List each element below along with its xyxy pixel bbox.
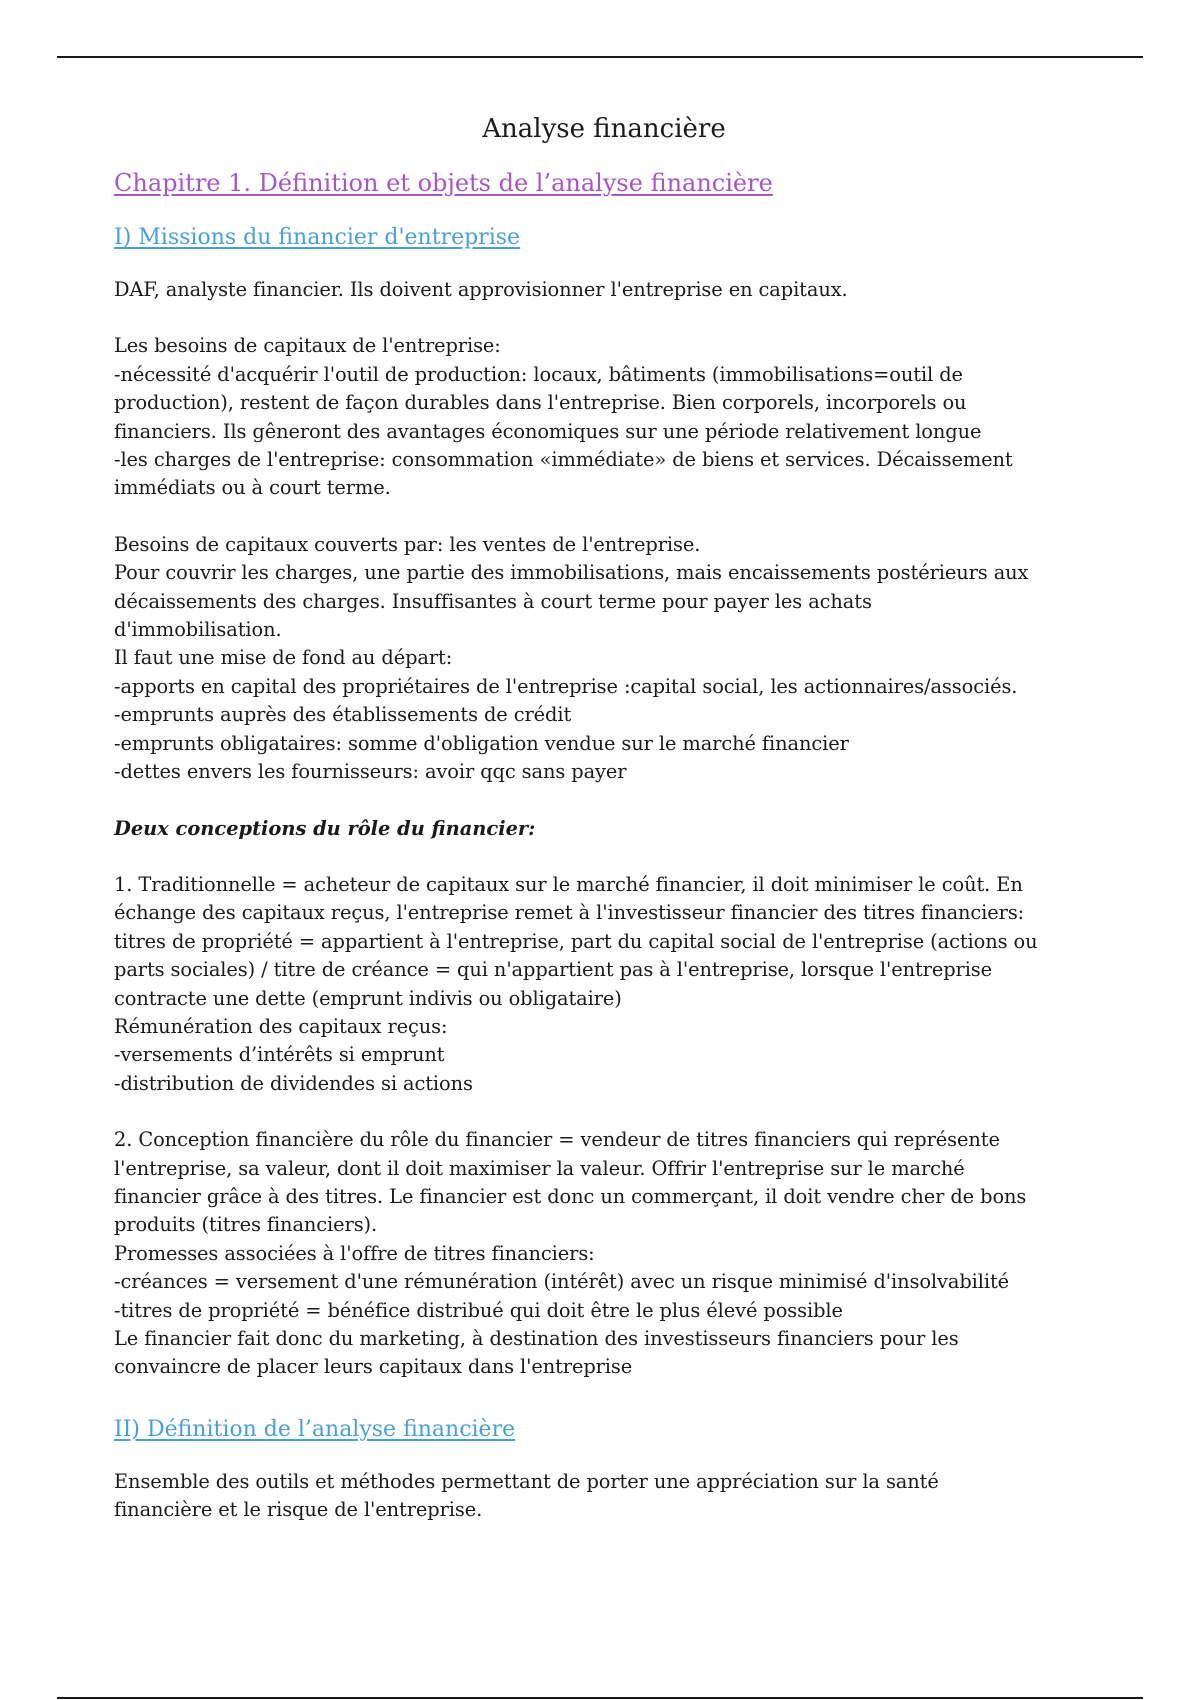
paragraph-traditionnelle bbox=[114, 871, 1094, 1098]
subheading-deux-conceptions: Deux conceptions du rôle du financier: bbox=[114, 816, 536, 840]
text-line: Les besoins de capitaux de l'entreprise: bbox=[114, 334, 501, 358]
text-line: contracte une dette (emprunt indivis ou obligataire) bbox=[114, 986, 622, 1010]
text-line: DAF, analyste financier. Ils doivent approvisionner l'entreprise en capitaux. bbox=[114, 278, 848, 301]
text-line: -créances = versement d'une rémunération (intérêt) avec un risque minimisé d'insolvabilité bbox=[114, 1270, 1010, 1294]
text-line: -emprunts obligataires: somme d'obligation vendue sur le marché financier bbox=[114, 731, 849, 755]
bottom-rule bbox=[57, 1697, 1143, 1699]
text-line: Rémunération des capitaux reçus: bbox=[114, 1014, 448, 1038]
text-line: Besoins de capitaux couverts par: les ventes de l'entreprise. bbox=[114, 532, 701, 556]
text-line: 2. Conception financière du rôle du financier = vendeur de titres financiers qui représente bbox=[114, 1128, 1000, 1152]
text-line: Pour couvrir les charges, une partie des immobilisations, mais encaissements postérieurs aux bbox=[114, 561, 1029, 585]
section-heading-missions: I) Missions du financier d'entreprise bbox=[114, 225, 521, 250]
text-line: -les charges de l'entreprise: consommation «immédiate» de biens et services. Décaissement bbox=[114, 448, 1013, 472]
text-line: -versements d’intérêts si emprunt bbox=[114, 1043, 445, 1067]
text-line: d'immobilisation. bbox=[114, 618, 282, 642]
paragraph-daf bbox=[114, 276, 1094, 304]
text-line: production), restent de façon durables dans l'entreprise. Bien corporels, incorporels ou bbox=[114, 391, 967, 415]
text-line: Le financier fait donc du marketing, à destination des investisseurs financiers pour les bbox=[114, 1327, 959, 1350]
text-line: -emprunts auprès des établissements de crédit bbox=[114, 703, 572, 727]
text-line: produits (titres financiers). bbox=[114, 1213, 378, 1237]
text-line: -titres de propriété = bénéfice distribué qui doit être le plus élevé possible bbox=[114, 1298, 843, 1322]
text-line: -apports en capital des propriétaires de l'entreprise :capital social, les actionnaires/associés. bbox=[114, 674, 1018, 698]
document-title: Analyse financière bbox=[482, 114, 726, 144]
text-line: financiers. Ils gêneront des avantages économiques sur une période relativement longue bbox=[114, 419, 982, 443]
text-line: 1. Traditionnelle = acheteur de capitaux sur le marché financier, il doit minimiser le coût. En bbox=[114, 872, 1023, 896]
text-line: -distribution de dividendes si actions bbox=[114, 1071, 473, 1095]
text-line: échange des capitaux reçus, l'entreprise remet à l'investisseur financier des titres financiers: bbox=[114, 901, 1025, 925]
paragraph-besoins bbox=[114, 332, 1094, 502]
top-rule bbox=[57, 56, 1143, 58]
chapter-heading: Chapitre 1. Définition et objets de l’analyse financière bbox=[114, 169, 773, 197]
text-line: immédiats ou à court terme. bbox=[114, 476, 391, 500]
text-line: parts sociales) / titre de créance = qui n'appartient pas à l'entreprise, lorsque l'entreprise bbox=[114, 958, 993, 982]
text-line: -dettes envers les fournisseurs: avoir qqc sans payer bbox=[114, 760, 627, 784]
text-line: titres de propriété = appartient à l'entreprise, part du capital social de l'entreprise (actions ou bbox=[114, 929, 1038, 953]
text-line: -nécessité d'acquérir l'outil de production: locaux, bâtiments (immobilisations=outil de bbox=[114, 362, 963, 386]
text-line: décaissements des charges. Insuffisantes à court terme pour payer les achats bbox=[114, 589, 872, 613]
section-heading-definition: II) Définition de l’analyse financière bbox=[114, 1416, 516, 1442]
paragraph-definition bbox=[114, 1468, 1094, 1525]
text-line: Ensemble des outils et méthodes permettant de porter une appréciation sur la santé bbox=[114, 1469, 939, 1493]
text-line: financier grâce à des titres. Le financier est donc un commerçant, il doit vendre cher de bons bbox=[114, 1184, 1027, 1208]
text-line: convaincre de placer leurs capitaux dans l'entreprise bbox=[114, 1355, 633, 1379]
text-line: financière et le risque de l'entreprise. bbox=[114, 1498, 483, 1522]
text-line: l'entreprise, sa valeur, dont il doit maximiser la valeur. Offrir l'entreprise sur le marché bbox=[114, 1156, 965, 1180]
paragraph-conception-financiere bbox=[114, 1126, 1094, 1382]
text-line: Promesses associées à l'offre de titres financiers: bbox=[114, 1241, 595, 1265]
text-line: Il faut une mise de fond au départ: bbox=[114, 646, 453, 670]
document-body bbox=[114, 112, 1094, 1553]
paragraph-couverture bbox=[114, 531, 1094, 787]
